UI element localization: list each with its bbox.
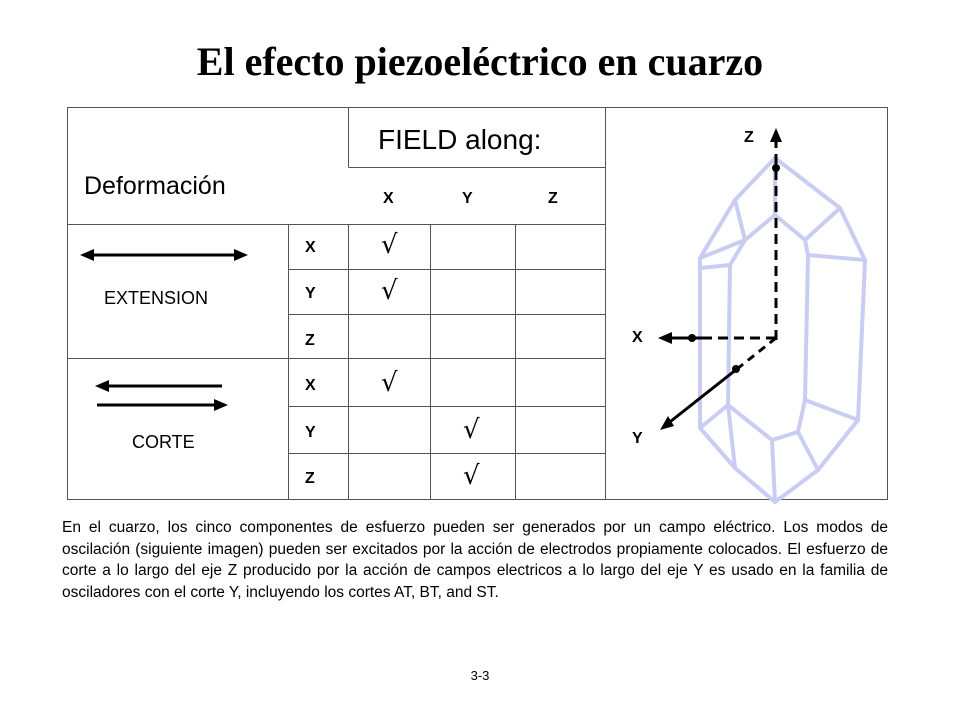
group-label-extension: EXTENSION: [104, 288, 209, 308]
group-label-corte: CORTE: [132, 432, 195, 452]
field-axis-y: Y: [462, 190, 473, 207]
check-mark: √: [381, 276, 398, 306]
row-axis-label: X: [305, 239, 316, 256]
z-axis-arrow-icon: [770, 128, 782, 142]
y-axis-line: [742, 338, 776, 365]
check-mark: √: [463, 415, 480, 445]
row-axis-label: Y: [305, 424, 316, 441]
row-axis-label: Z: [305, 332, 315, 349]
check-mark: √: [381, 368, 398, 398]
x-axis-arrow-icon: [658, 332, 672, 344]
description-paragraph: En el cuarzo, los cinco componentes de esfuerzo pueden ser generados por un campo eléctrico. Los modos de oscilación (siguiente imagen) pueden ser excitados por la acción de electrodos propiamente colocados. El esfuerzo de corte a lo largo del eje Z producido por la acción de campos electricos a lo largo del eje Y es usado en la familia de osciladores con el corte Y, incluyendo los cortes AT, BT, and ST.: [62, 519, 888, 601]
field-axis-z: Z: [548, 190, 558, 207]
crystal-outline: [700, 158, 865, 502]
page-number: 3-3: [470, 668, 490, 683]
crystal-x-label: X: [632, 329, 643, 346]
crystal-y-label: Y: [632, 430, 643, 447]
row-axis-label: Z: [305, 470, 315, 487]
row-axis-label: X: [305, 377, 316, 394]
crystal-z-label: Z: [744, 129, 754, 146]
check-mark: √: [381, 230, 398, 260]
row-axis-label: Y: [305, 285, 316, 302]
page-title: El efecto piezoeléctrico en cuarzo: [196, 39, 764, 84]
check-mark: √: [463, 461, 480, 491]
y-axis-arrow-icon: [660, 416, 674, 430]
field-axis-x: X: [383, 190, 394, 207]
deformation-label: Deformación: [84, 172, 226, 200]
field-header: FIELD along:: [378, 124, 542, 155]
